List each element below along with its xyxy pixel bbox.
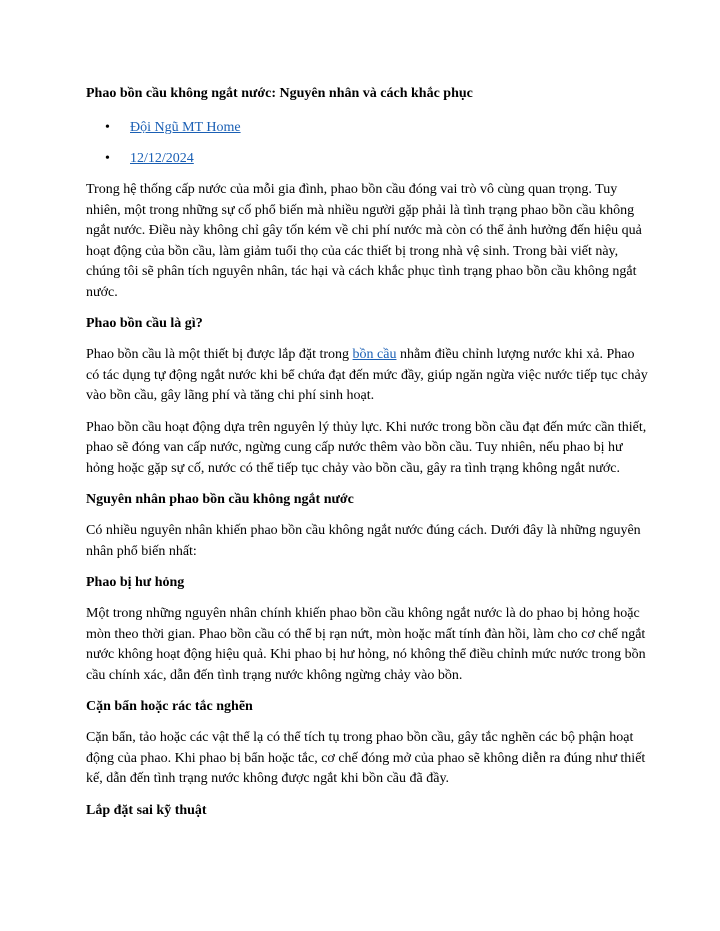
section-heading-clogged: Cặn bẩn hoặc rác tắc nghẽn [86, 699, 253, 714]
author-link[interactable]: Đội Ngũ MT Home [130, 120, 241, 135]
date-link[interactable]: 12/12/2024 [130, 151, 194, 166]
section-heading-wrong-installation: Lắp đặt sai kỹ thuật [86, 802, 207, 818]
bullet-icon: • [105, 120, 110, 135]
article-title: Phao bồn cầu không ngắt nước: Nguyên nhân và cách khắc phục [86, 86, 473, 101]
clogged-paragraph: Cặn bẩn, tảo hoặc các vật thể lạ có thể tích tụ trong phao bồn cầu, gây tắc nghẽn các bộ phận hoạt động của phao. Khi phao bị bẩn hoặc tắc, cơ chế đóng mở của phao sẽ không diễn ra đúng như thiết kế, dẫn đến tình trạng nước không được ngắt khi bồn cầu đã đầy. [86, 730, 646, 786]
meta-date-item [86, 149, 650, 169]
bon-cau-link[interactable]: bồn cầu [352, 347, 397, 362]
section-heading-what-is: Phao bồn cầu là gì? [86, 316, 203, 331]
what-is-paragraph-2: Phao bồn cầu hoạt động dựa trên nguyên lý thủy lực. Khi nước trong bồn cầu đạt đến mức cần thiết, phao sẽ đóng van cấp nước, ngừng cung cấp nước thêm vào bồn cầu. Tuy nhiên, nếu phao bị hư hỏng hoặc gặp sự cố, nước có thể tiếp tục chảy vào bồn cầu, gây ra tình trạng không ngắt nước. [86, 419, 647, 476]
causes-paragraph: Có nhiều nguyên nhân khiến phao bồn cầu không ngắt nước đúng cách. Dưới đây là những nguyên nhân phổ biến nhất: [86, 523, 641, 559]
meta-author-item [86, 118, 650, 138]
section-heading-causes: Nguyên nhân phao bồn cầu không ngắt nước [86, 492, 354, 507]
bullet-icon: • [105, 151, 110, 166]
text-run: Phao bồn cầu là một thiết bị được lắp đặt trong [86, 347, 353, 362]
damaged-float-paragraph: Một trong những nguyên nhân chính khiến phao bồn cầu không ngắt nước là do phao bị hỏng hoặc mòn theo thời gian. Phao bồn cầu có thể bị rạn nứt, mòn hoặc mất tính đàn hồi, làm cho cơ chế ngắt nước không hoạt động hiệu quả. Khi phao bị hư hỏng, nó không thể điều chỉnh mức nước trong bồn cầu chính xác, dẫn đến tình trạng nước không ngừng chảy vào bồn. [86, 606, 646, 683]
intro-paragraph: Trong hệ thống cấp nước của mỗi gia đình, phao bồn cầu đóng vai trò vô cùng quan trọng. Tuy nhiên, một trong những sự cố phổ biến mà nhiều người gặp phải là tình trạng phao bồn cầu không ngắt nước. Điều này không chỉ gây tốn kém về chi phí nước mà còn có thể ảnh hưởng đến hiệu quả hoạt động của bồn cầu, làm giảm tuổi thọ của các thiết bị trong nhà vệ sinh. Trong bài viết này, chúng tôi sẽ phân tích nguyên nhân, tác hại và cách khắc phục tình trạng phao bồn cầu không ngắt nước. [86, 182, 642, 300]
what-is-paragraph-1 [86, 345, 650, 407]
article-meta-list [86, 118, 650, 169]
text-run: nhằm điều chỉnh lượng nước khi xả. Phao có tác dụng tự động ngắt nước khi bể chứa đạt đến mức đầy, giúp ngăn ngừa việc nước tiếp tục chảy vào bồn cầu, gây lãng phí và tăng chi phí sinh hoạt. [86, 347, 648, 403]
section-heading-damaged-float: Phao bị hư hỏng [86, 575, 185, 590]
